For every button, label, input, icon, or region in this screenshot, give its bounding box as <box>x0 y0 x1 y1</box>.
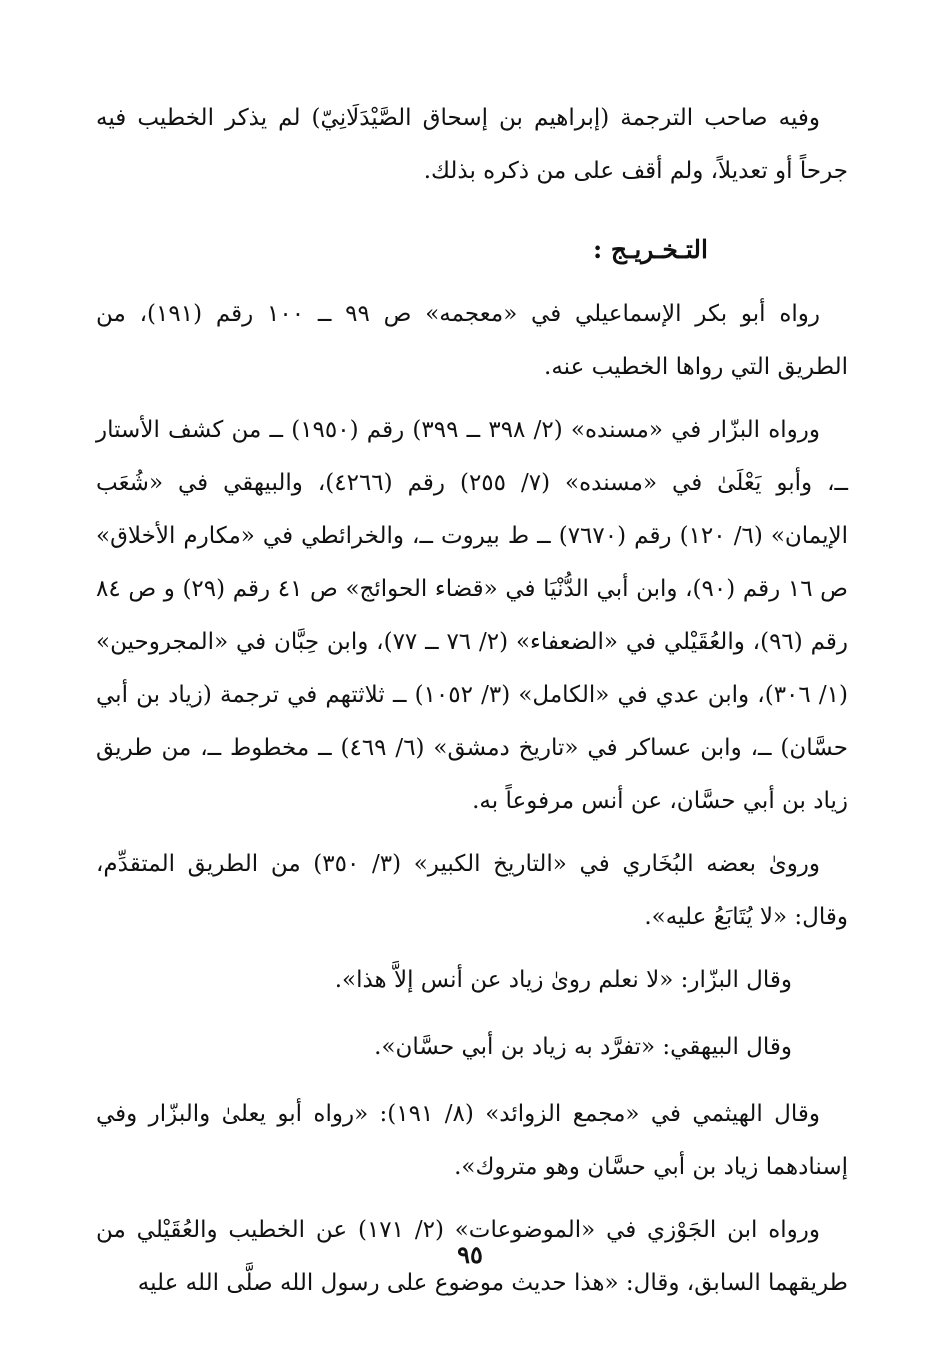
section-heading: التـخـريـج : <box>592 235 708 264</box>
takhrij-paragraph-3: وروىٰ بعضه البُخَاري في «التاريخ الكبير» (٣/ ٣٥٠) من الطريق المتقدِّم، وقال: «لا يُتَابَعُ عليه». <box>96 851 848 930</box>
intro-paragraph: وفيه صاحب الترجمة (إبراهيم بن إسحاق الصَّيْدَلَانِيّ) لم يذكر الخطيب فيه جرحاً أو تعديلاً، ولم أقف على من ذكره بذلك. <box>96 105 848 184</box>
page-number: ٩٥ <box>457 1240 483 1269</box>
document-page <box>96 92 848 1320</box>
ibn-jawzi-paragraph: ورواه ابن الجَوْزي في «الموضوعات» (٢/ ١٧١) عن الخطيب والعُقَيْلي من طريقهما السابق، وقال: «هذا حديث موضوع على رسول الله صلَّى الله عليه <box>96 1217 848 1296</box>
bayhaqi-quote: وقال البيهقي: «تفرَّد به زياد بن أبي حسَّان». <box>374 1034 792 1060</box>
takhrij-paragraph-2: ورواه البزّار في «مسنده» (٢/ ٣٩٨ ــ ٣٩٩) رقم (١٩٥٠) ــ من كشف الأستار ــ، وأبو يَعْلَىٰ في «مسنده» (٧/ ٢٥٥) رقم (٤٢٦٦)، والبيهقي في «شُعَب الإيمان» (٦/ ١٢٠) رقم (٧٦٧٠) ــ ط بيروت ــ، والخرائطي في «مكارم الأخلاق» ص ١٦ رقم (٩٠)، وابن أبي الدُّنْيَا في «قضاء الحوائج» ص ٤١ رقم (٢٩) و ص ٨٤ رقم (٩٦)، والعُقَيْلي في «الضعفاء» (٢/ ٧٦ ــ ٧٧)، وابن حِبَّان في «المجروحين» (١/ ٣٠٦)، وابن عدي في «الكامل» (٣/ ١٠٥٢) ــ ثلاثتهم في ترجمة (زياد بن أبي حسَّان) ــ، وابن عساكر في «تاريخ دمشق» (٦/ ٤٦٩) ــ مخطوط ــ، من طريق زياد بن أبي حسَّان، عن أنس مرفوعاً به. <box>96 417 849 814</box>
takhrij-paragraph-1: رواه أبو بكر الإسماعيلي في «معجمه» ص ٩٩ ــ ١٠٠ رقم (١٩١)، من الطريق التي رواها الخطيب عنه. <box>96 301 848 380</box>
bazzar-quote: وقال البزّار: «لا نعلم روىٰ زياد عن أنس إلاَّ هذا». <box>334 967 792 993</box>
haythami-paragraph: وقال الهيثمي في «مجمع الزوائد» (٨/ ١٩١): «رواه أبو يعلىٰ والبزّار وفي إسنادهما زياد بن أبي حسَّان وهو متروك». <box>96 1101 848 1180</box>
